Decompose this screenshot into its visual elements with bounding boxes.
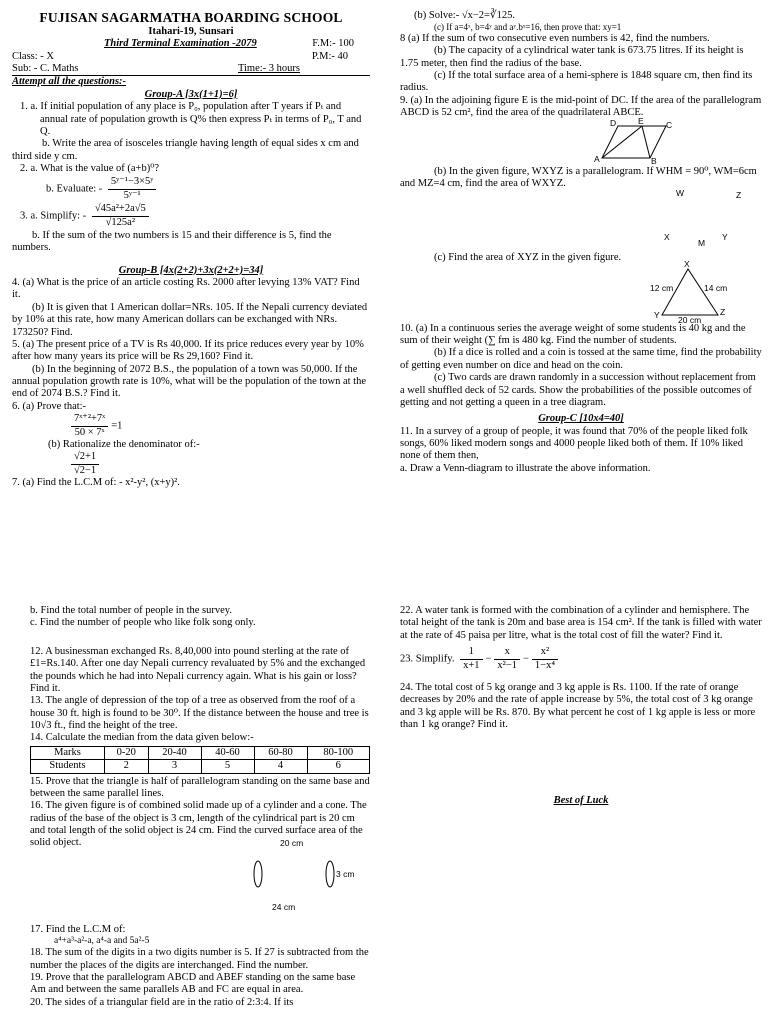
question-22: 22. A water tank is formed with the combination of a cylinder and hemisphere. The total height of the tank is 20m and base area is 154 cm². If the tank is filled with water at the rate of 45 paisa per litre, what is the total cost of fill the water? Find it. — [400, 605, 762, 641]
question-8b: (b) The capacity of a cylindrical water tank is 673.75 litres. If its height is 1.75 meter, then find the radius of the base. — [400, 45, 744, 69]
term3-denominator: 1−x⁴ — [534, 659, 556, 671]
combined-solid-figure — [30, 837, 370, 924]
question-11a: a. Draw a Venn-diagram to illustrate the above information. — [400, 462, 651, 474]
question-14: 14. Calculate the median from the data given below:- — [30, 732, 254, 744]
question-4a: 4. (a) What is the price of an article costing Rs. 2000 after levying 13% VAT? Find it. — [12, 277, 360, 301]
question-6a-denominator: 50 × 7ˣ — [74, 426, 105, 438]
group-b-heading: Group-B [4x(2+2)+3x(2+2+)=34] — [118, 264, 264, 276]
group-c-heading: Group-C [10x4=40] — [538, 413, 624, 425]
question-2b-fraction — [108, 176, 157, 202]
question-11b: b. Find the total number of people in the survey. — [30, 605, 232, 616]
label-d: D — [610, 117, 617, 128]
page2-left-column — [30, 605, 370, 1009]
question-17: 17. Find the L.C.M of: — [30, 923, 126, 935]
question-6a-numerator: 7ˣ⁺²+7ˣ — [71, 413, 108, 426]
question-6a: 6. (a) Prove that:- — [12, 400, 87, 412]
question-12: 12. A businessman exchanged Rs. 8,40,000 into pound sterling at the rate of £1=Rs.140. After one day Nepali currency revaluated by 5% and the exchanged the pounds which he had into Nepali currency again. What is his gain or loss? Find it. — [30, 645, 366, 694]
question-3b: b. If the sum of the two numbers is 15 and their difference is 5, find the numbers. — [12, 229, 332, 254]
table-header-marks: Marks — [31, 746, 105, 759]
question-7c: (c) If a=4ˣ, b=4ʸ and aʸ.bˣ=16, then prove that: xy=1 — [434, 22, 622, 33]
instruction: Attempt all the questions:- — [12, 76, 127, 88]
question-2b-numerator: 5ʸ⁻¹−3×5ʸ — [108, 176, 157, 189]
parallelogram-wxyz-figure — [400, 190, 762, 252]
question-8a: 8 (a) If the sum of two consecutive even numbers is 42, find the numbers. — [400, 32, 710, 44]
question-19: 19. Prove that the parallelogram ABCD and ABEF standing on the same base Am and between the same parallels AB and FC are equal in area. — [30, 972, 356, 996]
table-header-students: Students — [31, 760, 105, 773]
time-label: Time:- 3 hours — [237, 63, 300, 75]
question-23-label: 23. Simplify. — [400, 653, 455, 665]
full-marks: F.M:- 100 — [312, 38, 354, 50]
question-6b-fraction — [71, 451, 99, 477]
question-17-expression: a⁴+a³-a²-a, a⁴-a and 5a²-5 — [54, 936, 150, 947]
table-cell: 0-20 — [104, 746, 148, 759]
question-20: 20. The sides of a triangular field are in the ratio of 2:3:4. If its — [30, 996, 294, 1008]
question-24: 24. The total cost of 5 kg orange and 3 kg apple is Rs. 1100. If the rate of orange decreases by 20% and the rate of apple increase by 5%, the total cost of 3 kg orange and 3 kg apple will be Rs. 870. By what percent he cost of 1 kg apple is less or more than 1 kg orange? Find it. — [400, 681, 756, 730]
question-6b: (b) Rationalize the denominator of:- — [48, 438, 200, 450]
label-z: Z — [720, 306, 726, 317]
question-13: 13. The angle of depression of the top of a tree as observed from the roof of a house 30 ft. high is found to be 30⁰. If the distance between the house and tree is 10√3 ft., find the height of the tree. — [30, 695, 369, 731]
question-2b-denominator: 5ʸ⁻¹ — [123, 189, 141, 201]
label-x: X — [684, 258, 690, 269]
question-16: 16. The given figure is of combined solid made up of a cylinder and a cone. The radius of the base of the object is 3 cm, length of the cylindrical part is 20 cm and total length of the solid object is 24 cm. Find the curved surface area of the solid object. — [30, 800, 367, 849]
table-cell: 5 — [201, 760, 254, 773]
table-cell: 2 — [104, 760, 148, 773]
table-cell: 80-100 — [307, 746, 369, 759]
page1-left-column — [12, 10, 370, 489]
page2-right-column: 22. A water tank is formed with the combination of a cylinder and hemisphere. The total height of the tank is 20m and base area is 154 cm². If the tank is filled with water at the rate of 45 paisa per litre, what is the total cost of fill the water? Find it. 23. Simplify. $\frac{1}{x+1}$ − $\frac{x}{\text{x²−1}}$ − $\frac{\text{x²}}{\text{1−x⁴}}$ 24. The total cost of 5 kg orange and 3 kg apple is Rs. 1100. If the rate of orange decreases by 20% and the rate of apple increase by 5%, the total cost of 3 kg orange and 3 kg apple will be Rs. 870. By what percent he cost of 1 kg apple is less or more than 1 kg orange? Find it. Best of Luck — [400, 605, 762, 807]
question-11: 11. In a survey of a group of people, it was found that 70% of the people liked folk songs, 60% liked modern songs and 4000 people liked both of them. If 10% liked none of them then, — [400, 425, 748, 462]
label-m: M — [698, 238, 706, 249]
parallelogram-abcd-figure — [400, 115, 762, 166]
question-9b: (b) In the given figure, WXYZ is a parallelogram. If WHM = 90⁰, WM=6cm and MZ=4 cm, find the area of WXYZ. — [400, 165, 757, 189]
question-11c: c. Find the number of people who like folk song only. — [30, 617, 256, 629]
term1-numerator: 1 — [460, 646, 482, 659]
question-5b: (b) In the beginning of 2072 B.S., the population of a town was 50,000. If the annual population growth rate is 10%, what will be the population of the town at the end of 2074 B.S.? Find it. — [12, 363, 367, 400]
question-23-term3 — [532, 646, 558, 672]
term2-numerator: x — [494, 646, 520, 659]
label-z: Z — [736, 190, 742, 201]
class-label: Class: - X — [12, 50, 54, 62]
question-10c: (c) Two cards are drawn randomly in a succession without replacement from a well shuffled deck of 52 cards. Show the probabilities of the possible outcomes of getting and not getting a queen in a tree diagram. — [400, 372, 756, 408]
question-6a-fraction — [71, 413, 108, 439]
question-3a-label: 3. a. Simplify: - — [20, 210, 87, 222]
question-9c: (c) Find the area of XYZ in the given figure. — [434, 252, 622, 264]
question-7b: (b) Solve:- √x−2=∛125. — [414, 10, 515, 21]
median-data-table — [30, 746, 370, 774]
pass-marks: P.M:- 40 — [311, 50, 348, 62]
label-cylinder-length: 20 cm — [280, 837, 304, 848]
question-5a: 5. (a) The present price of a TV is Rs 40,000. If its price reduces every year by 10% after how many years its price will be Rs 29,160? Find it. — [12, 338, 364, 363]
page1-right-column — [400, 10, 762, 475]
question-23-term2 — [494, 646, 520, 672]
question-6b-numerator: √2+1 — [71, 451, 99, 464]
table-cell: 4 — [254, 760, 307, 773]
question-15: 15. Prove that the triangle is half of parallelogram standing on the same base and between the same parallel lines. — [30, 775, 370, 799]
table-cell: 60-80 — [254, 746, 307, 759]
question-3a-numerator: √45a²+2a√5 — [92, 203, 149, 216]
term2-denominator: x²−1 — [497, 659, 517, 671]
question-2a: 2. a. What is the value of (a+b)⁰? — [20, 163, 160, 175]
label-x: X — [664, 232, 670, 243]
label-c: C — [666, 119, 673, 130]
subject-label: Sub: - C. Maths — [12, 63, 79, 75]
school-name: FUJISAN SAGARMATHA BOARDING SCHOOL — [39, 10, 343, 25]
question-8c: (c) If the total surface area of a hemi-sphere is 1848 square cm, then find its radius. — [400, 70, 753, 94]
best-of-luck: Best of Luck — [553, 795, 609, 807]
term1-denominator: x+1 — [463, 659, 480, 671]
label-y: Y — [722, 232, 728, 243]
school-address: Itahari-19, Sunsari — [148, 25, 234, 37]
term3-numerator: x² — [532, 646, 558, 659]
label-a: A — [594, 153, 600, 164]
label-base-yz: 20 cm — [678, 314, 702, 325]
question-9a: 9. (a) In the adjoining figure E is the mid-point of DC. If the area of the parallelogram ABCD is 52 cm², find the area of the quadrilateral ABCE. — [400, 94, 762, 119]
question-3a-denominator: √125a² — [105, 216, 135, 228]
exam-title: Third Terminal Examination -2079 — [104, 38, 257, 50]
label-b: B — [651, 155, 657, 166]
question-7a: 7. (a) Find the L.C.M of: - x²-y², (x+y)². — [12, 477, 180, 489]
question-6b-denominator: √2−1 — [74, 464, 97, 476]
table-row-marks — [31, 746, 370, 759]
group-a-heading: Group-A [3x(1+1)=6] — [144, 88, 238, 100]
table-cell: 20-40 — [148, 746, 201, 759]
question-4b: (b) It is given that 1 American dollar=NRs. 105. If the Nepali currency deviated by 10% at this rate, how many American dollars can be exchanged with NRs. 173250? Find. — [12, 301, 368, 338]
label-total-length: 24 cm — [272, 901, 296, 912]
label-e: E — [638, 115, 644, 126]
table-cell: 3 — [148, 760, 201, 773]
question-1b: b. Write the area of isosceles triangle having length of equal sides x cm and third side y cm. — [12, 138, 359, 162]
label-radius: 3 cm — [336, 868, 355, 879]
question-10a: 10. (a) In a continuous series the average weight of some students is 40 kg and the sum of their weight (∑ fm is 480 kg. Find the number of students. — [400, 322, 746, 347]
label-w: W — [676, 188, 685, 199]
question-1a: 1. a. If initial population of any place is P₀, population after T years if Pₜ and annual rate of population growth is Q% then express Pₜ in terms of P₀, T and Q. — [20, 101, 362, 137]
label-side-xy: 12 cm — [650, 282, 674, 293]
label-side-xz: 14 cm — [704, 282, 728, 293]
question-2b-label: b. Evaluate: - — [46, 183, 103, 195]
label-y: Y — [654, 309, 660, 320]
question-10b: (b) If a dice is rolled and a coin is tossed at the same time, find the probability of getting even number on dice and head on the coin. — [400, 347, 762, 371]
question-18: 18. The sum of the digits in a two digits number is 5. If 27 is subtracted from the number the places of the digits are interchanged. Find the number. — [30, 947, 369, 971]
question-6a-rhs: =1 — [111, 420, 123, 432]
question-23-term1 — [460, 646, 482, 672]
table-row-students — [31, 760, 370, 773]
table-cell: 40-60 — [201, 746, 254, 759]
table-cell: 6 — [307, 760, 369, 773]
question-3a-fraction — [92, 203, 149, 229]
